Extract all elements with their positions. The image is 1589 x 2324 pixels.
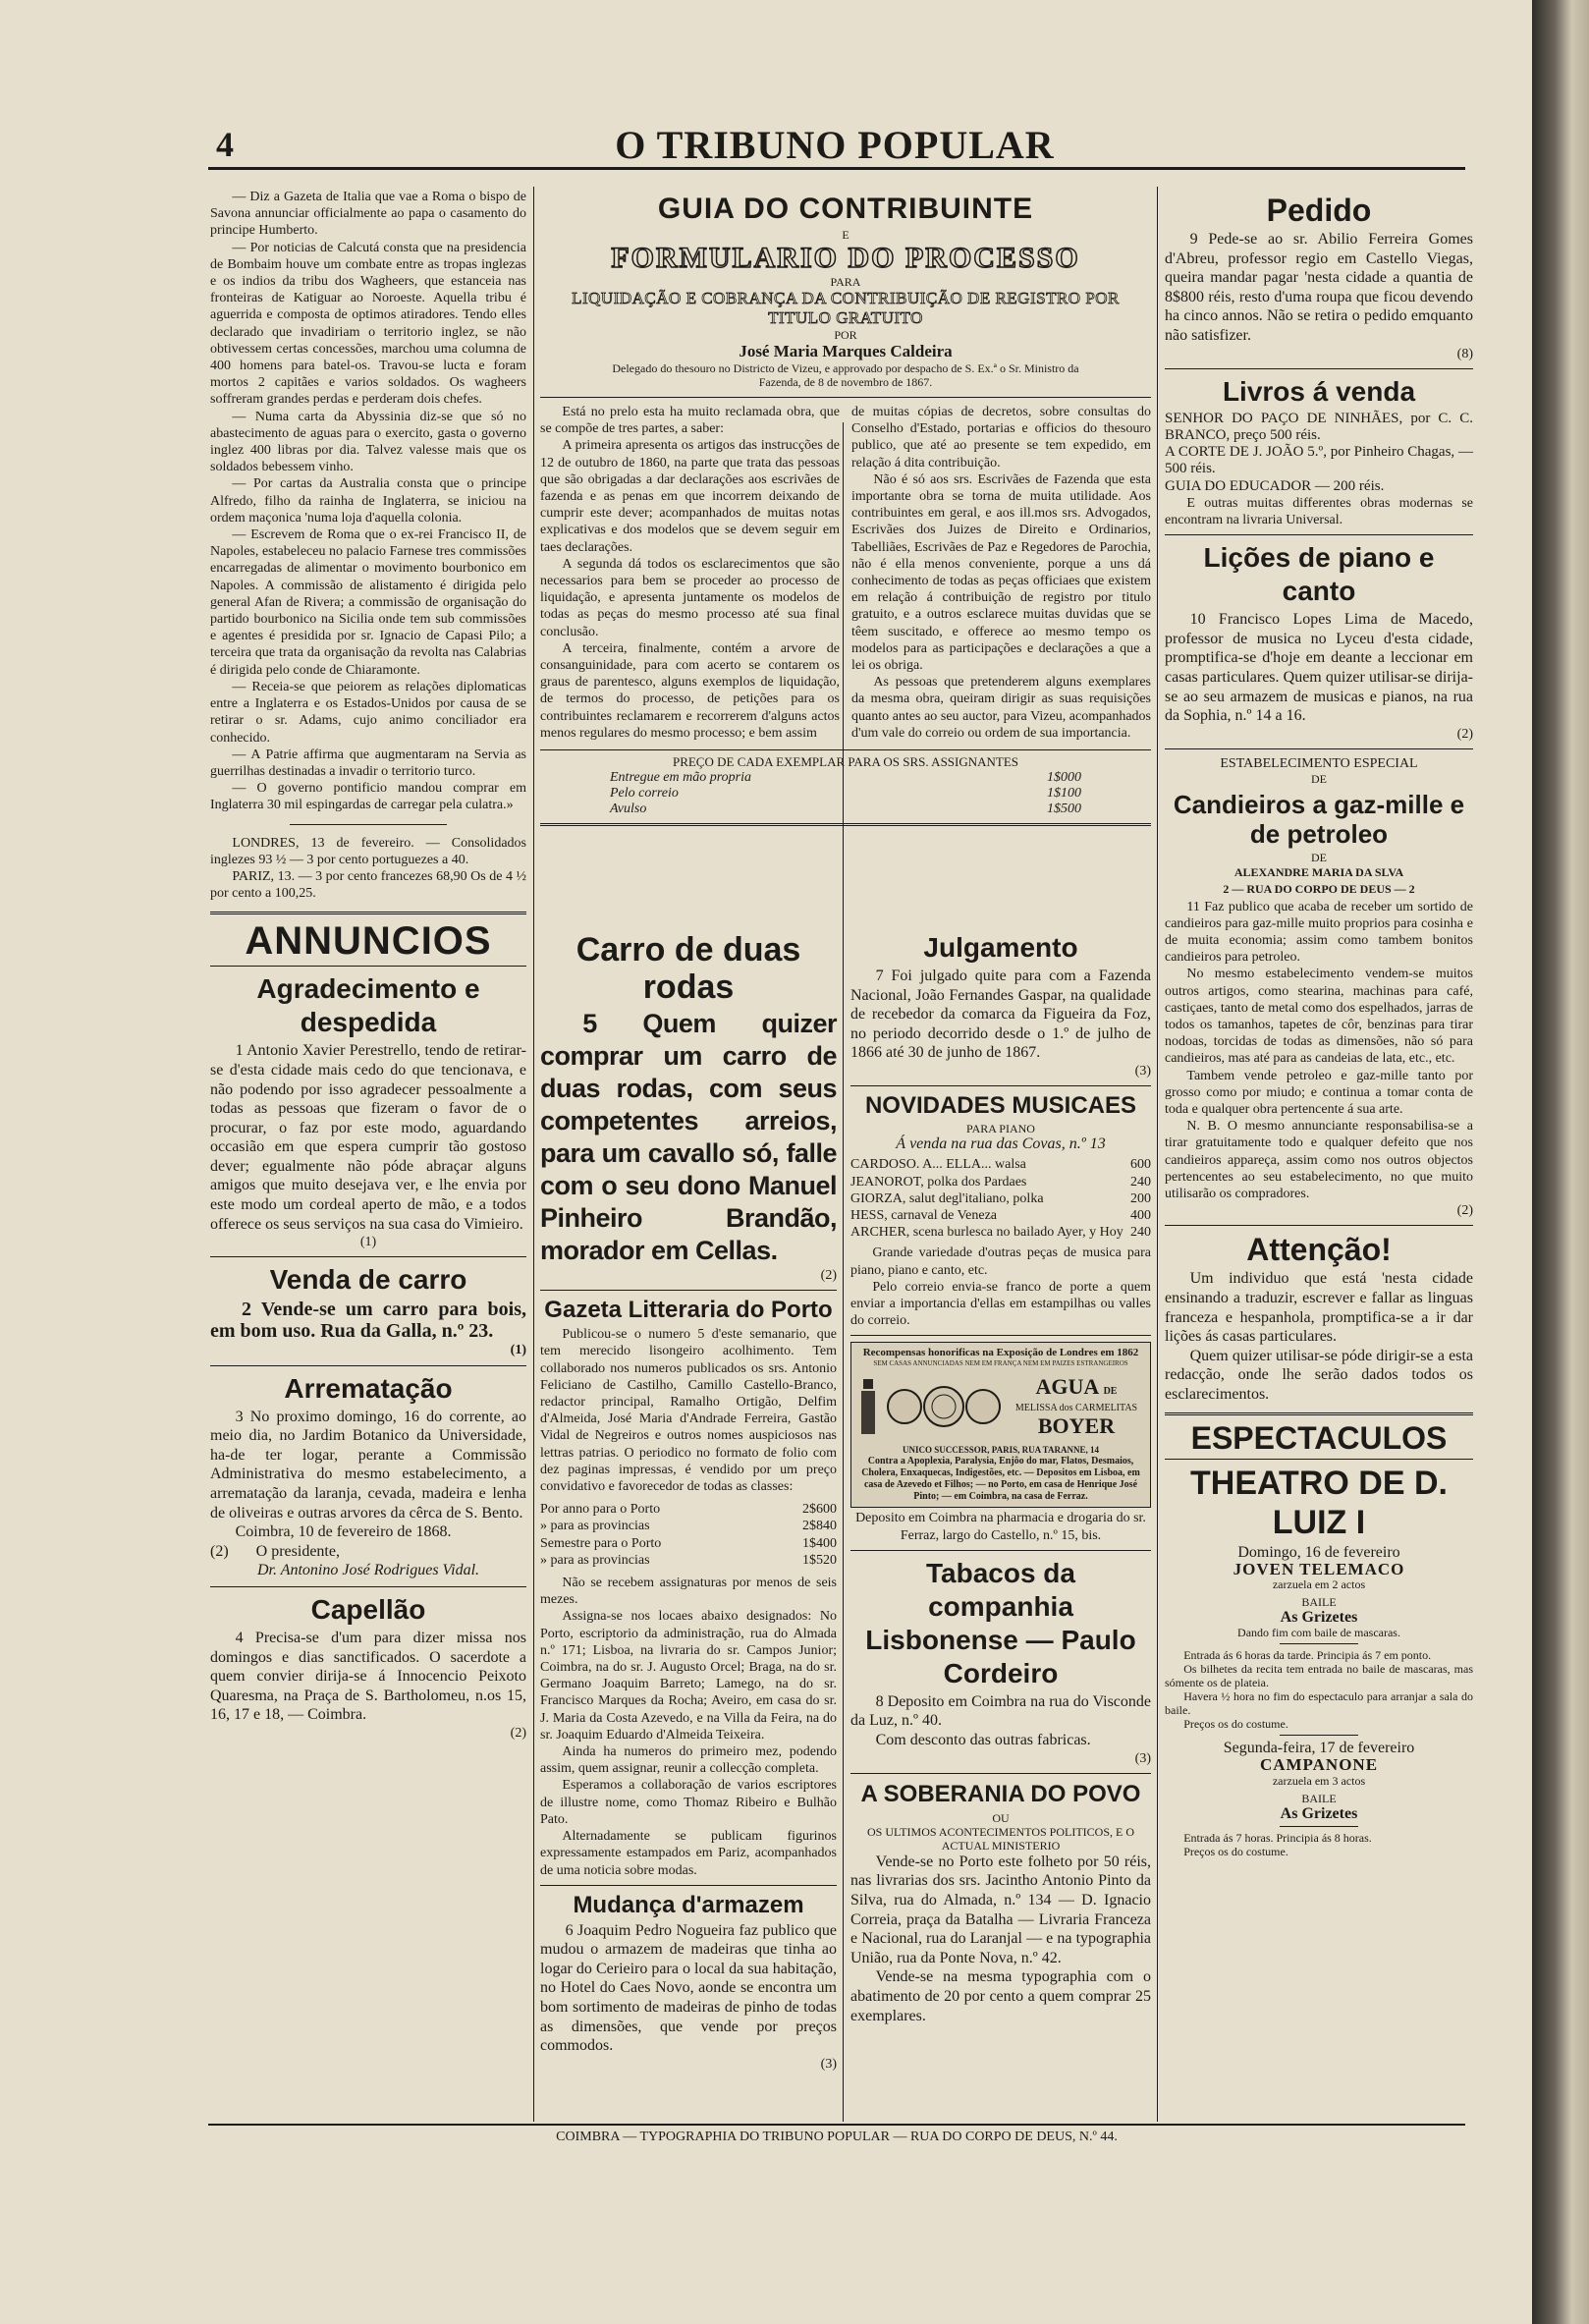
divider: [1280, 1826, 1358, 1827]
ad-ref: (2): [510, 1725, 526, 1741]
price-value: 200: [1130, 1190, 1151, 1206]
price-value: 240: [1130, 1174, 1151, 1190]
show-note: Dando fim com baile de mascaras.: [1237, 1626, 1400, 1640]
ad-text: Tambem vende petroleo e gaz-mille tanto por grosso como por miudo; e continua a tomar conta de toda e qualquer obra pertencente á sua arte.: [1165, 1068, 1473, 1117]
divider: [850, 1773, 1151, 1774]
ad-text: Assigna-se nos locaes abaixo designados: No Porto, escriptorio da administração, rua do Almada n.º 171; Lisboa, na livraria do sr. Campos Junior; Coimbra, na do sr. J. Augusto Orcel; Braga, na do sr. Germano Joaquim Barreto; Lamego, na do sr. Francisco Marques da Rocha; Aveiro, em casa do sr. J. Maria da Costa Azevedo, e na Villa da Feira, na do sr. Joaquim Eduardo d'Almeida Teixeira.: [540, 1609, 837, 1743]
guia-conj: E: [842, 228, 849, 242]
guia-por: POR: [834, 328, 857, 342]
show-baile: BAILE: [1301, 1791, 1337, 1805]
divider: [850, 1335, 1151, 1336]
column-1: [210, 189, 526, 1742]
guia-subtitle: LIQUIDAÇÃO E COBRANÇA DA CONTRIBUIÇÃO DE REGISTRO POR TITULO GRATUITO: [572, 289, 1120, 327]
price-label: Pelo correio: [610, 786, 679, 802]
ad-text: Pelo correio envia-se franco de porte a quem enviar a importancia d'ellas em estampilhas ou valles do correio.: [850, 1279, 1151, 1329]
column-3: [850, 927, 1151, 2025]
price-value: 2$840: [802, 1519, 837, 1534]
price-label: Por anno para o Porto: [540, 1502, 661, 1518]
news-item: — Por cartas da Australia consta que o principe Alfredo, filho da rainha de Inglaterra, se iniciou na ordem maçonica 'numa loja d'aquella colonia.: [210, 476, 526, 526]
ad-text: Vende-se na mesma typographia com o abatimento de 20 por cento a quem comprar 25 exemplares.: [850, 1968, 1151, 2024]
divider: [1280, 1735, 1358, 1736]
price-value: 240: [1130, 1225, 1151, 1241]
divider: [1165, 1412, 1473, 1415]
ad-text: 7 Foi julgado quite para com a Fazenda Nacional, João Fernandes Gaspar, na qualidade de recebedor da comarca da Figueira da Foz, no periodo decorrido desde o 1.º de julho de 1866 até 30 de junho de 1867.: [850, 968, 1151, 1062]
price-value: 1$400: [802, 1535, 837, 1551]
divider: [1165, 748, 1473, 749]
price-label: Avulso: [610, 802, 647, 817]
guia-paragraph: A primeira apresenta os artigos das instrucções de 12 de outubro de 1860, na parte que trata das pessoas que são obrigadas a dar declarações aos escrivães de fazenda e as penas em que incorrem deixando de cumprir este dever; acompanhados de muitas notas explicativas e dos modelos que se devem seguir em taes declarações.: [540, 438, 840, 555]
show-entrada: Entrada ás 7 horas. Principia ás 8 horas.: [1183, 1830, 1372, 1845]
news-item: — Receia-se que peiorem as relações diplomaticas entre a Inglaterra e os Estados-Unidos por causa de se retirar o sr. Adams, cujo animo conciliador era conhecido.: [210, 679, 526, 746]
price-row: [540, 1501, 837, 1518]
guia-paragraph: de muitas cópias de decretos, sobre consultas do Conselho d'Estado, portarias e officios do thesouro publico, que até ao presente se tem expedido, em relação á dita contribuição.: [851, 405, 1151, 470]
ad-text: N. B. O mesmo annunciante responsabilisa-se a tirar gratuitamente todo e qualquer defeito que nos candieiros appareça, assim como nos outros objectos pertencentes ao seu estabelecimento, no que muito utilisarão os compradores.: [1165, 1119, 1473, 1202]
price-row: [850, 1207, 1151, 1224]
ad-text: Com desconto das outras fabricas.: [875, 1732, 1091, 1748]
column-divider: [843, 927, 844, 2122]
show-play: CAMPANONE: [1259, 1755, 1379, 1775]
book-item: SENHOR DO PAÇO DE NINHÃES, por C. C. BRANCO, preço 500 réis.: [1165, 410, 1473, 443]
show-baile: BAILE: [1301, 1594, 1337, 1609]
guia-author: José Maria Marques Caldeira: [739, 342, 953, 360]
boyer-advert: [850, 1342, 1151, 1508]
ad-title: Pedido: [1266, 193, 1372, 228]
divider: [210, 912, 526, 914]
guia-title2: FORMULARIO DO PROCESSO: [611, 242, 1080, 274]
boyer-deposit: Deposito em Coimbra na pharmacia e drogaria do sr. Ferraz, largo do Castello, n.º 15, bis.: [855, 1511, 1146, 1543]
ad-title: Julgamento: [923, 932, 1078, 963]
price-value: 1$500: [1047, 802, 1081, 817]
column-divider: [533, 187, 534, 2122]
boyer-agua: AGUA: [1035, 1373, 1099, 1399]
ad-address: 2 — RUA DO CORPO DE DEUS — 2: [1223, 882, 1415, 897]
market-london: LONDRES, 13 de fevereiro. — Consolidados inglezes 93 ½ — 3 por cento portuguezes a 40.: [210, 835, 526, 867]
music-price-table: [850, 1156, 1151, 1241]
ad-title: Carro de duas rodas: [575, 931, 801, 1006]
show-play: JOVEN TELEMACO: [1233, 1559, 1405, 1578]
guia-paragraph: Está no prelo esta ha muito reclamada obra, que se compõe de tres partes, a saber:: [540, 405, 840, 437]
divider: [850, 1085, 1151, 1086]
price-row: [850, 1174, 1151, 1190]
guia-right-col: [851, 404, 1151, 742]
news-item: — Por noticias de Calcutá consta que na presidencia de Bombaim houve um combate entre as tropas inglezas e os indios da tribu dos Wagheers, que estanceia nas fronteiras de Katiguar ao Noroeste. Aquella tribu é aguerrida e composta de optimos atiradores. Tendo elles declarado que invadiriam o territorio inglez, se não obtivessem certas concessões, marchou uma columna de 400 homens para batel-os. Travou-se lucta e foram mortos 2 capitães e varios soldados. Os wagheers soffreram grandes perdas e perderam dois chefes.: [210, 240, 526, 408]
price-label: CARDOSO. A... ELLA... walsa: [850, 1157, 1026, 1173]
divider: [1165, 1225, 1473, 1226]
footer-rule: [208, 2124, 1465, 2126]
price-row: [540, 1518, 837, 1534]
price-label: JEANOROT, polka dos Pardaes: [850, 1174, 1027, 1190]
column-divider: [1157, 187, 1158, 2122]
ad-text: Publicou-se o numero 5 d'este semanario, que tem merecido lisongeiro acolhimento. Tem collaborado nos numeros publicados os srs. Antonio Feliciano de Castilho, Camillo Castello-Branco, redactor principal, Ramalho Ortigão, Delfim d'Almeida, José Maria d'Andrade Ferreira, Gastão Vidal de Negreiros e outros nomes auspiciosos nas lettras patrias. O periodico no formato de folio com dez paginas impressas, é vendido por um preço convidativo e favorecedor de todas as classes:: [540, 1327, 837, 1495]
ad-ref: (2): [1456, 726, 1473, 742]
price-value: 2$600: [802, 1502, 837, 1518]
price-row: [850, 1156, 1151, 1173]
ad-ref: (1): [359, 1235, 377, 1250]
ad-text: Esperamos a collaboração de varios escriptores de illustre nome, como Thomaz Ribeiro e Bulhão Pato.: [540, 1778, 837, 1827]
show-day: Domingo, 16 de fevereiro: [1237, 1543, 1400, 1561]
guia-left-col: [540, 404, 840, 742]
price-label: Entregue em mão propria: [610, 770, 751, 786]
ad-text: 2 Vende-se um carro para bois, em bom uso. Rua da Galla, n.º 23.: [210, 1299, 526, 1343]
ad-text: No mesmo estabelecimento vendem-se muitos outros artigos, como stearina, machinas para café, castiçaes, tanto de metal como dos espelhados, jarras de todos os tamanhos, tapetes de côr, benzinas para tirar nodoas, torcidas de todas as dimensões, não só para candieiros, mas até para as candeias de lata, etc., etc.: [1165, 967, 1473, 1067]
show-note: Os bilhetes da recita tem entrada no baile de mascaras, mas sómente os de plateia.: [1165, 1662, 1473, 1690]
ad-ref: (3): [1134, 1750, 1151, 1766]
divider: [850, 1550, 1151, 1551]
masthead-title: O TRIBUNO POPULAR: [615, 123, 1055, 167]
price-label: HESS, carnaval de Veneza: [850, 1207, 998, 1223]
boyer-melissa: MELISSA dos CARMELITAS: [1014, 1402, 1138, 1413]
news-item: — Diz a Gazeta de Italia que vae a Roma o bispo de Savona annunciar officialmente ao papa o casamento do principe Humberto.: [210, 190, 526, 239]
guia-price-table: [610, 770, 1081, 817]
ad-text: Quem quizer utilisar-se póde dirigir-se a esta redacção, onde lhe serão dados todos os esclarecimentos.: [1165, 1347, 1473, 1403]
boyer-top: Recompensas honorificas na Exposição de Londres em 1862: [862, 1347, 1139, 1359]
price-label: GIORZA, salut degl'italiano, polka: [850, 1190, 1044, 1206]
ad-title: A SOBERANIA DO POVO: [860, 1780, 1141, 1807]
news-item: — Escrevem de Roma que o ex-rei Francisco II, de Napoles, estabeleceu no palacio Farnese tres commissões encarregadas de alimentar o movimento bourbonico em Napoles. A commissão de alistamento é dirigida pelo general Afan de Rivera; a commissão de organisação do partido bourbonico na Sicilia onde tem sub commissões e agentes é presidida por sr. Ignacio de Capasi Pilo; a terceira que trata da organisação da revolta nas Calabrias é dirigida pelo conde de Chiaramonte.: [210, 527, 526, 678]
ad-date: Coimbra, 10 de fevereiro de 1868.: [235, 1523, 452, 1541]
medals-icon: [885, 1372, 1003, 1441]
ad-ref: (1): [510, 1343, 526, 1358]
price-row: [610, 770, 1081, 786]
ad-de: DE: [1311, 772, 1327, 787]
ad-text: 8 Deposito em Coimbra na rua do Visconde da Luz, n.º 40.: [850, 1692, 1151, 1730]
ad-text: Ainda ha numeros do primeiro mez, podendo assim, quem assignar, reunir a collecção completa.: [540, 1744, 837, 1777]
ad-owner: ALEXANDRE MARIA DA SLVA: [1233, 865, 1404, 880]
price-row: [610, 802, 1081, 817]
guia-paragraph: A segunda dá todos os esclarecimentos que são necessarios para bem se proceder ao processo de liquidação, e apresenta juntamente os modelos de todas as peças do mesmo processo até sua final conclusão.: [540, 556, 840, 639]
news-item: — A Patrie affirma que augmentaram na Servia as guerrilhas destinadas a invadir o territorio turco.: [210, 747, 526, 779]
show-note: Preços os do costume.: [1183, 1844, 1288, 1858]
header-rule: [208, 167, 1465, 170]
column-2: [540, 927, 837, 2073]
price-value: 400: [1130, 1207, 1151, 1223]
ad-text: Um individuo que está 'nesta cidade ensinando a traduzir, escrever e fallar as linguas franceza e hespanhola, promptifica-se a ir dar lições ás casas particulares.: [1165, 1270, 1473, 1346]
price-value: 600: [1130, 1157, 1151, 1173]
ad-ref: (3): [1134, 1063, 1151, 1079]
show-play-sub: zarzuela em 3 actos: [1272, 1773, 1366, 1788]
footer-imprint: COIMBRA — TYPOGRAPHIA DO TRIBUNO POPULAR — RUA DO CORPO DE DEUS, N.º 44.: [556, 2130, 1118, 2144]
ad-ou: OU: [992, 1810, 1010, 1825]
guia-price-title: PREÇO DE CADA EXEMPLAR PARA OS SRS. ASSIGNANTES: [672, 754, 1019, 770]
ad-title: Livros á venda: [1222, 375, 1416, 407]
ad-ref: (8): [1456, 346, 1473, 361]
ad-de: DE: [1311, 851, 1327, 865]
divider: [540, 397, 1151, 398]
ad-text: Grande variedade d'outras peças de musica para piano, piano e canto, etc.: [850, 1245, 1151, 1278]
ad-role: O presidente,: [255, 1542, 340, 1560]
price-row: [850, 1190, 1151, 1207]
price-row: [850, 1224, 1151, 1241]
ad-title: Candieiros a gaz-mille e de petroleo: [1173, 790, 1465, 850]
ad-title: Lições de piano e canto: [1203, 542, 1435, 607]
guia-author-info: Delegado do thesouro no Districto de Vizeu, e approvado por despacho de S. Ex.ª o Sr. Ministro da Fazenda, de 8 de novembro de 1867.: [612, 361, 1079, 389]
ad-title: Venda de carro: [269, 1264, 467, 1296]
divider: [1165, 1459, 1473, 1460]
guia-paragraph: A terceira, finalmente, contém a arvore de consanguinidade, para com acerto se contarem os graus de parentesco, alguns exemplos de liquidação, de termos do processo, de petições para os contribuintes reclamarem e recorrerem d'alguns actos menos regulares do mesmo processo; e bem assim: [540, 640, 840, 741]
price-value: 1$000: [1047, 770, 1081, 786]
divider: [210, 1586, 526, 1587]
ad-text: 5 Quem quizer comprar um carro de duas rodas, com seus competentes arreios, para um cavallo só, falle com o seu dono Manuel Pinheiro Brandão, morador em Cellas.: [540, 1009, 837, 1265]
gazeta-price-table: [540, 1501, 837, 1569]
divider: [210, 1365, 526, 1366]
section-title-espectaculos: ESPECTACULOS: [1190, 1419, 1448, 1456]
price-label: » para as provincias: [540, 1552, 650, 1568]
guia-block: [540, 189, 1151, 826]
ad-text: Alternadamente se publicam figurinos expressamente estampados em Pariz, acompanhados de uma noticia sobre modas.: [540, 1829, 837, 1878]
price-label: ARCHER, scena burlesca no bailado Ayer, y Hoy: [850, 1225, 1123, 1241]
ad-heading: ESTABELECIMENTO ESPECIAL: [1220, 755, 1418, 771]
ad-title: Attenção!: [1246, 1232, 1392, 1268]
section-title-annuncios: ANNUNCIOS: [245, 919, 492, 964]
ad-text: 10 Francisco Lopes Lima de Macedo, professor de musica no Lyceu d'esta cidade, promptifica-se d'hoje em deante a leccionar em casas particulares. Quem quizer utilisar-se dirija-se ao seu armazem de musicas e pianos, na rua da Sophia, n.º 14 a 16.: [1165, 611, 1473, 725]
ad-signature: Dr. Antonino José Rodrigues Vidal.: [256, 1562, 480, 1579]
market-paris: PARIZ, 13. — 3 por cento francezes 68,90 Os de 4 ½ por cento a 100,25.: [210, 868, 526, 902]
ad-subtitle: PARA PIANO: [966, 1122, 1035, 1136]
column-4: [1165, 189, 1473, 1858]
ad-title: Agradecimento e despedida: [256, 973, 480, 1038]
page-edge: [1532, 0, 1589, 2324]
ad-text: 9 Pede-se ao sr. Abilio Ferreira Gomes d'Abreu, professor regio em Castello Viegas, queira mandar pagar 'nesta cidade a quantia de 8$800 réis, resto d'uma roupa que ficou devendo ha cinco annos. Não se retira o pedido emquanto não satisfizer.: [1165, 231, 1473, 344]
price-value: 1$100: [1047, 786, 1081, 802]
show-entrada: Entrada ás 6 horas da tarde. Principia ás 7 em ponto.: [1183, 1648, 1432, 1663]
show-day: Segunda-feira, 17 de fevereiro: [1223, 1740, 1415, 1757]
ad-title: Capellão: [310, 1594, 426, 1626]
ad-text: 6 Joaquim Pedro Nogueira faz publico que mudou o armazem de madeiras que tinha ao logar do Cerieiro para o local da sua habitação, no Hotel do Caes Novo, aonde se encontra um bom sortimento de madeiras de pinho de todas as dimensões, que vende por preços commodos.: [540, 1921, 837, 2055]
ad-title: Mudança d'armazem: [573, 1891, 804, 1918]
ad-text: Não se recebem assignaturas por menos de seis mezes.: [540, 1576, 837, 1608]
ad-text: E outras muitas differentes obras modernas se encontram na livraria Universal.: [1165, 495, 1473, 527]
ad-text: 4 Precisa-se d'um para dizer missa nos domingos e dias sanctificados. O sacerdote a quem convier dirija-se á Innocencio Peixoto Quaresma, na Praça de S. Bartholomeu, n.os 15, 16, 17 e 18, — Coimbra.: [210, 1630, 526, 1724]
ad-title: Arrematação: [284, 1372, 453, 1404]
book-item: GUIA DO EDUCADOR — 200 réis.: [1165, 477, 1385, 494]
boyer-name: BOYER: [1037, 1412, 1116, 1438]
price-label: Semestre para o Porto: [540, 1535, 662, 1551]
news-item: — O governo pontificio mandou comprar em Inglaterra 30 mil espingardas de carregar pela culatra.»: [210, 781, 526, 813]
show-note: Havera ½ hora no fim do espectaculo para arranjar a sala do baile.: [1165, 1689, 1473, 1718]
ad-title: NOVIDADES MUSICAES: [864, 1092, 1137, 1120]
divider: [540, 1885, 837, 1886]
ad-text: 3 No proximo domingo, 16 do corrente, ao meio dia, no Jardim Botanico da Universidade, ha-de ter logar, perante a Commissão Administrativa do mesmo estabelecimento, a arrematação da laranja, cevada, madeira e lenha de oliveiras e outras arvores da cêrca de S. Bento.: [210, 1408, 526, 1522]
show-baile-name: As Grizetes: [1280, 1608, 1358, 1626]
ad-ref: (3): [820, 2056, 837, 2072]
price-row: [540, 1552, 837, 1569]
price-row: [540, 1535, 837, 1552]
divider: [1280, 1643, 1358, 1644]
book-item: A CORTE DE J. JOÃO 5.º, por Pinheiro Chagas, — 500 réis.: [1165, 444, 1473, 477]
news-item: — Numa carta da Abyssinia diz-se que só no abastecimento de aguas para o exercito, gasta o governo inglez 400 libras por dia. Talvez valesse mais que os soldados bebessem vinho.: [210, 409, 526, 475]
bottle-icon: [857, 1377, 879, 1436]
divider: [1165, 534, 1473, 535]
price-row: [610, 786, 1081, 802]
guia-title: GUIA DO CONTRIBUINTE: [657, 193, 1034, 225]
divider: [210, 1256, 526, 1257]
guia-paragraph: Não é só aos srs. Escrivães de Fazenda que esta importante obra se torna de muita utilidade. Aos contribuintes em geral, e aos ill.mos srs. Advogados, Escrivães dos Juizes de Direito e Ordinarios, Tabelliães, Escrivães de Paz e Regedores de Parochia, não é ella menos conveniente, porque a uns dá conhecimento de todas as peças officiaes que existem em relação á contribuição de registro por titulo gratuito, e a outros esclarece muitas duvidas que se têem suscitado, e offerece ao mesmo tempo os modelos para as participações e declarações a que a lei os obriga.: [851, 471, 1151, 674]
divider: [210, 966, 526, 967]
guia-paragraph: As pessoas que pretenderem alguns exemplares da mesma obra, queiram dirigir as suas requisições quanto antes ao seu auctor, para Vizeu, acompanhados d'um vale do correio ou ordem de sua importancia.: [851, 675, 1151, 741]
ad-text: Vende-se no Porto este folheto por 50 réis, nas livrarias dos srs. Jacintho Antonio Pinto da Silva, rua do Almada, n.º 134 — D. Ignacio Correia, praça da Batalha — Livraria Franceza e Nacional, rua do Laranjal — e na typographia União, rua da Ponte Nova, n.º 42.: [850, 1853, 1151, 1966]
show-play-sub: zarzuela em 2 actos: [1272, 1577, 1366, 1591]
ad-title: Gazeta Litteraria do Porto: [544, 1297, 833, 1324]
boyer-sub: SEM CASAS ANNUNCIADAS NEM EM FRANÇA NEM EM PAIZES ESTRANGEIROS: [873, 1359, 1128, 1368]
ad-ref: (2): [820, 1268, 837, 1283]
divider: [540, 1290, 837, 1291]
theatre-title: THEATRO DE D. LUIZ I: [1190, 1464, 1448, 1541]
boyer-de: DE: [1103, 1385, 1118, 1397]
divider: [540, 823, 1151, 826]
guia-para: PARA: [830, 275, 861, 289]
ad-ref: (2): [210, 1542, 229, 1560]
show-note: Preços os do costume.: [1183, 1717, 1288, 1732]
divider: [540, 749, 1151, 750]
ad-ref: (2): [1456, 1203, 1473, 1219]
ad-subtitle: OS ULTIMOS ACONTECIMENTOS POLITICOS, E O ACTUAL MINISTERIO: [866, 1824, 1135, 1853]
boyer-address: UNICO SUCCESSOR, PARIS, RUA TARANNE, 14: [902, 1445, 1100, 1456]
show-baile-name: As Grizetes: [1280, 1804, 1358, 1822]
price-value: 1$520: [802, 1552, 837, 1568]
page-number: 4: [216, 125, 234, 164]
ad-title: Tabacos da companhia Lisbonense — Paulo Cordeiro: [865, 1557, 1136, 1688]
ad-text: 1 Antonio Xavier Perestrello, tendo de retirar-se d'esta cidade mais cedo do que tencionava, e não podendo por isso agradecer pessoalmente a todas as pessoas que fizeram o favor de o procurar, o faz por este modo, aguardando occasião em que espera cumprir tão gostoso dever; egualmente não póde abraçar alguns amigos que muito desejava ver, e lhe envia por este modo um cordeal aperto de mão, e a todos offerece os seus serviços na sua casa do Vimieiro.: [210, 1042, 526, 1233]
divider: [1165, 368, 1473, 369]
boyer-text: Contra a Apoplexia, Paralysia, Enjôo do mar, Flatos, Desmaios, Cholera, Enxaquecas, Indigestões, etc. — Depositos em Lisboa, em casa de Azevedo et Filhos; — no Porto, em casa de Henrique José Pinto; — em Coimbra, na casa de Ferraz.: [861, 1456, 1140, 1503]
ad-text: 11 Faz publico que acaba de receber um sortido de candieiros para gaz-mille muito proprios para cosinha e de muita economia; assim como tambem bonitos candieiros para petroleo.: [1165, 899, 1473, 966]
divider: [290, 824, 447, 825]
ad-where: Á venda na rua das Covas, n.º 13: [896, 1135, 1106, 1153]
price-label: » para as provincias: [540, 1519, 650, 1534]
